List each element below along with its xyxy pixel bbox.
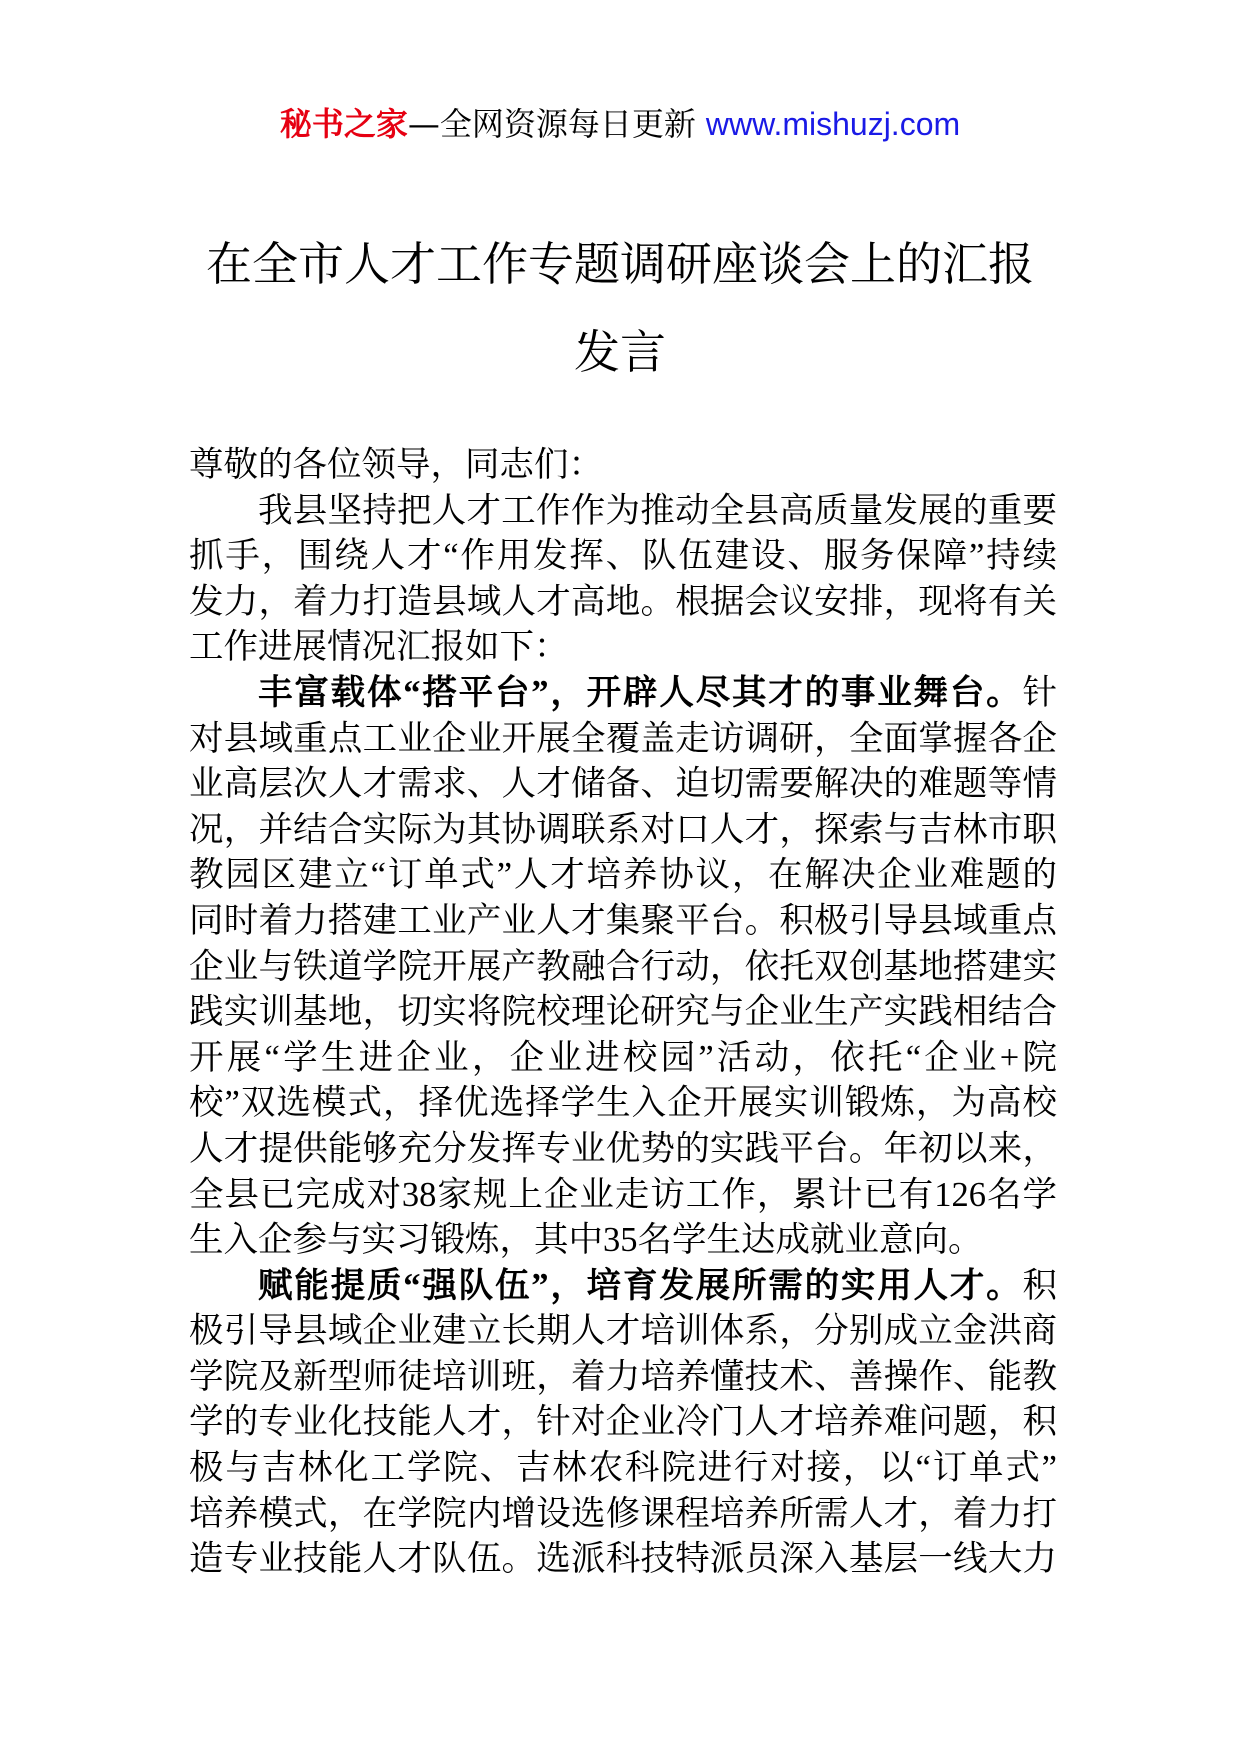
banner-tagline: —全网资源每日更新 <box>407 105 696 143</box>
paragraph-line: 况，并结合实际为其协调联系对口人才，探索与吉林市职 <box>189 810 1057 849</box>
paragraph-intro <box>189 489 1057 671</box>
paragraph-line-text: 针 <box>1022 673 1057 712</box>
paragraph-platform <box>189 671 1057 1264</box>
paragraph-line: 学院及新型师徒培训班，着力培养懂技术、善操作、能教 <box>189 1357 1057 1396</box>
paragraph-line: 践实训基地，切实将院校理论研究与企业生产实践相结合 <box>189 993 1057 1032</box>
paragraph-line-text: 积 <box>1022 1266 1057 1305</box>
paragraph-heading: 赋能提质“强队伍”，培育发展所需的实用人才。 <box>258 1266 1023 1305</box>
paragraph-line: 企业与铁道学院开展产教融合行动，依托双创基地搭建实 <box>189 947 1057 986</box>
document-title: 在全市人才工作专题调研座谈会上的汇报发言 <box>206 237 1034 379</box>
paragraph-line: 抓手，围绕人才“作用发挥、队伍建设、服务保障”持续 <box>189 537 1057 576</box>
paragraph-heading: 丰富载体“搭平台”，开辟人尽其才的事业舞台。 <box>258 673 1023 712</box>
paragraph-line: 教园区建立“订单式”人才培养协议，在解决企业难题的 <box>189 856 1057 895</box>
paragraph-line: 业高层次人才需求、人才储备、迫切需要解决的难题等情 <box>189 765 1057 804</box>
site-url: www.mishuzj.com <box>705 106 961 142</box>
paragraph-line: 培养模式，在学院内增设选修课程培养所需人才，着力打 <box>189 1494 1057 1533</box>
paragraph-line: 同时着力搭建工业产业人才集聚平台。积极引导县域重点 <box>189 901 1057 940</box>
paragraph-line: 开展“学生进企业，企业进校园”活动，依托“企业+院 <box>189 1038 1057 1077</box>
site-banner <box>0 104 1240 144</box>
paragraph-team <box>189 1264 1057 1583</box>
paragraph-line: 生入企参与实习锻炼，其中35名学生达成就业意向。 <box>189 1221 983 1260</box>
paragraph-line: 校”双选模式，择优选择学生入企开展实训锻炼，为高校 <box>189 1084 1057 1123</box>
document-body <box>189 443 1057 1583</box>
paragraph-line: 学的专业化技能人才，针对企业冷门人才培养难问题，积 <box>189 1403 1057 1442</box>
paragraph-line: 发力，着力打造县域人才高地。根据会议安排，现将有关 <box>189 582 1057 621</box>
paragraph-line <box>189 671 1057 717</box>
paragraph-line: 对县域重点工业企业开展全覆盖走访调研，全面掌握各企 <box>189 719 1057 758</box>
paragraph-line: 极引导县域企业建立长期人才培训体系，分别成立金洪商 <box>189 1312 1057 1351</box>
salutation: 尊敬的各位领导，同志们： <box>189 446 603 484</box>
paragraph-line: 我县坚持把人才工作作为推动全县高质量发展的重要 <box>258 491 1057 530</box>
paragraph-line: 造专业技能人才队伍。选派科技特派员深入基层一线大力 <box>189 1540 1057 1579</box>
paragraph-line: 全县已完成对38家规上企业走访工作，累计已有126名学 <box>189 1175 1057 1214</box>
paragraph-line <box>189 1264 1057 1310</box>
brand-name: 秘书之家 <box>279 105 408 143</box>
paragraph-line: 人才提供能够充分发挥专业优势的实践平台。年初以来， <box>189 1129 1057 1168</box>
paragraph-line: 工作进展情况汇报如下： <box>189 628 569 667</box>
paragraph-line: 极与吉林化工学院、吉林农科院进行对接，以“订单式” <box>189 1449 1057 1488</box>
